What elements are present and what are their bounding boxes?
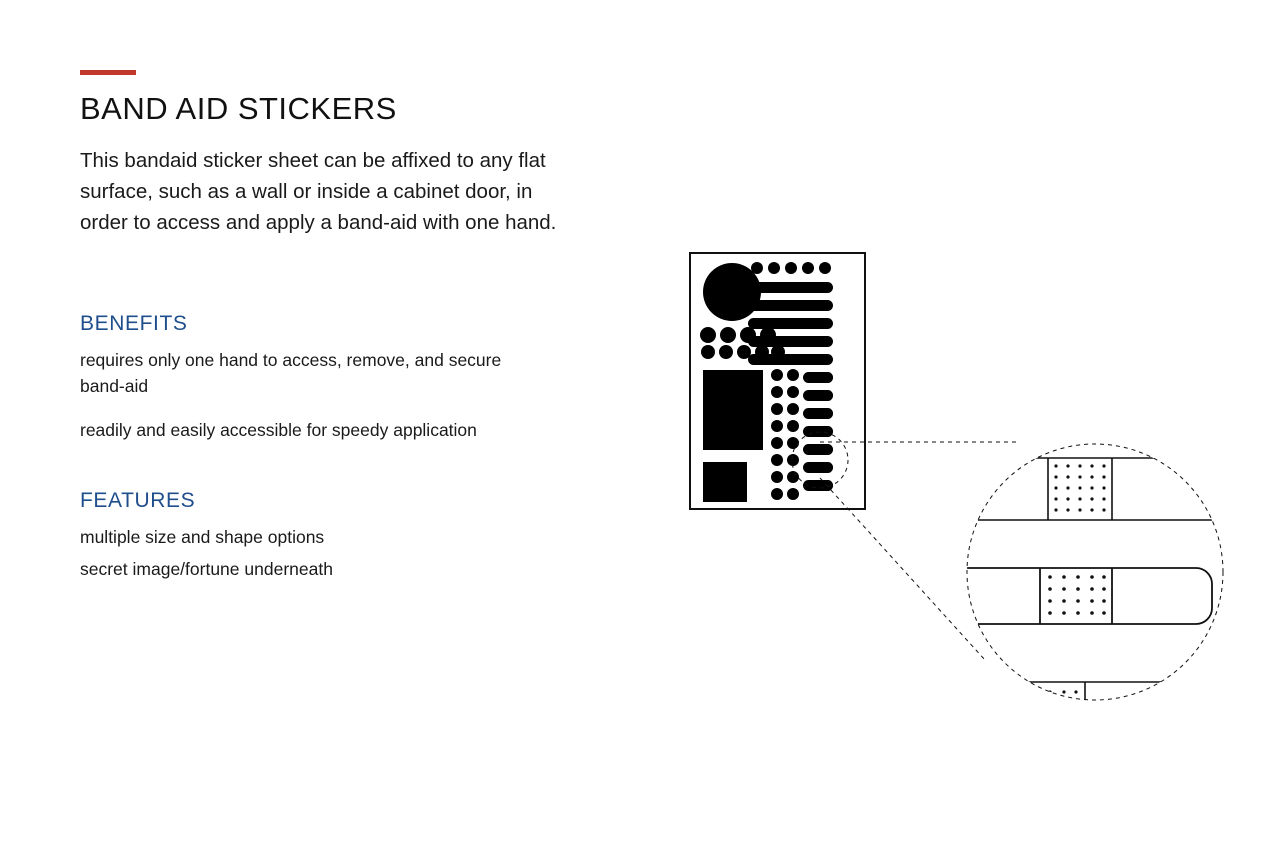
- perforation-dots-upper: [1054, 464, 1105, 511]
- page-title: BAND AID STICKERS: [80, 91, 397, 126]
- features-item: multiple size and shape options: [80, 527, 325, 548]
- benefits-section: [80, 312, 620, 443]
- features-heading: FEATURES: [80, 489, 196, 513]
- benefits-item: readily and easily accessible for speedy application: [80, 419, 477, 440]
- features-item: secret image/fortune underneath: [80, 558, 333, 579]
- intro-paragraph: This bandaid sticker sheet can be affixed to any flat surface, such as a wall or inside a cabinet door, in order to access and apply a band-aid with one hand.: [80, 149, 557, 235]
- perforation-dots-main: [1048, 575, 1106, 615]
- accent-rule: [80, 70, 136, 75]
- perforation-dots-lower: [1020, 690, 1077, 693]
- content-column: [80, 70, 620, 588]
- benefits-item: requires only one hand to access, remove, and secure band-aid: [80, 350, 502, 397]
- illustration: [660, 230, 1240, 730]
- benefits-heading: BENEFITS: [80, 312, 188, 336]
- features-section: [80, 489, 620, 582]
- magnified-detail: [960, 444, 1230, 710]
- sticker-sheet: [690, 253, 865, 509]
